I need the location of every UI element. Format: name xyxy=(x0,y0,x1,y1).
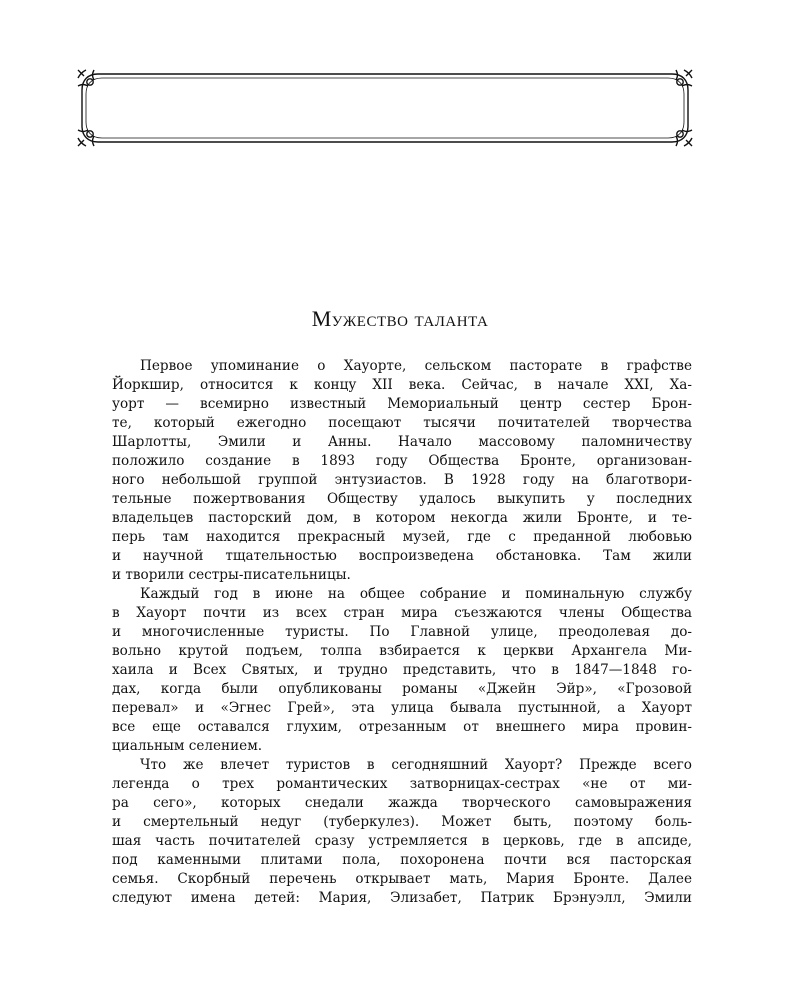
text-line: под каменными плитами пола, похоронена почти вся пасторская xyxy=(112,852,692,868)
text-line: перевал» и «Эгнес Грей», эта улица бывала пустынной, а Хауорт xyxy=(112,700,692,716)
paragraph xyxy=(112,756,692,908)
text-line: следуют имена детей: Мария, Элизабет, Патрик Брэнуэлл, Эмили xyxy=(112,890,692,906)
text-line: семья. Скорбный перечень открывает мать, Мария Бронте. Далее xyxy=(112,871,692,887)
chapter-title: Мужество таланта xyxy=(311,306,489,331)
text-line: тельные пожертвования Обществу удалось выкупить у последних xyxy=(112,491,692,507)
text-line: Шарлотты, Эмили и Анны. Начало массовому паломничеству xyxy=(112,434,692,450)
paragraph xyxy=(112,357,692,585)
text-line: все еще оставался глухим, отрезанным от внешнего мира провин- xyxy=(112,719,692,735)
text-line: легенда о трех романтических затворницах-сестрах «не от ми- xyxy=(112,776,692,792)
text-line: шая часть почитателей сразу устремляется в церковь, где в апсиде, xyxy=(112,833,692,849)
text-line: циальным селением. xyxy=(112,738,263,754)
text-line: Что же влечет туристов в сегодняшний Хауорт? Прежде всего xyxy=(140,757,692,773)
text-line: в Хауорт почти из всех стран мира съезжаются члены Общества xyxy=(112,605,692,621)
text-line: Каждый год в июне на общее собрание и поминальную службу xyxy=(140,586,692,602)
text-line: ра сего», которых снедали жажда творческого самовыражения xyxy=(112,795,692,811)
text-line: хаила и Всех Святых, и трудно представить, что в 1847—1848 го- xyxy=(112,662,692,678)
text-line: уорт — всемирно известный Мемориальный центр сестер Брон- xyxy=(112,396,692,412)
text-line: Первое упоминание о Хауорте, сельском пасторате в графстве xyxy=(140,358,692,374)
body-text xyxy=(112,357,692,908)
ornamental-border xyxy=(76,68,694,148)
text-line: и многочисленные туристы. По Главной улице, преодолевая до- xyxy=(112,624,692,640)
paragraph xyxy=(112,585,692,756)
text-line: владельцев пасторский дом, в котором некогда жили Бронте, и те- xyxy=(112,510,692,526)
text-line: положило создание в 1893 году Общества Бронте, организован- xyxy=(112,453,692,469)
text-line: вольно крутой подъем, толпа взбирается к церкви Архангела Ми- xyxy=(112,643,692,659)
text-line: Йоркшир, относится к концу XII века. Сейчас, в начале XXI, Ха- xyxy=(112,377,692,393)
text-line: дах, когда были опубликованы романы «Джейн Эйр», «Грозовой xyxy=(112,681,692,697)
decorative-header-frame xyxy=(76,68,694,148)
text-line: перь там находится прекрасный музей, где с преданной любовью xyxy=(112,529,692,545)
text-line: ного небольшой группой энтузиастов. В 1928 году на благотвори- xyxy=(112,472,692,488)
text-line: и творили сестры-писательницы. xyxy=(112,567,351,583)
text-line: те, который ежегодно посещают тысячи почитателей творчества xyxy=(112,415,692,431)
text-line: и научной тщательностью воспроизведена обстановка. Там жили xyxy=(112,548,692,564)
text-line: и смертельный недуг (туберкулез). Может быть, поэтому боль- xyxy=(112,814,692,830)
